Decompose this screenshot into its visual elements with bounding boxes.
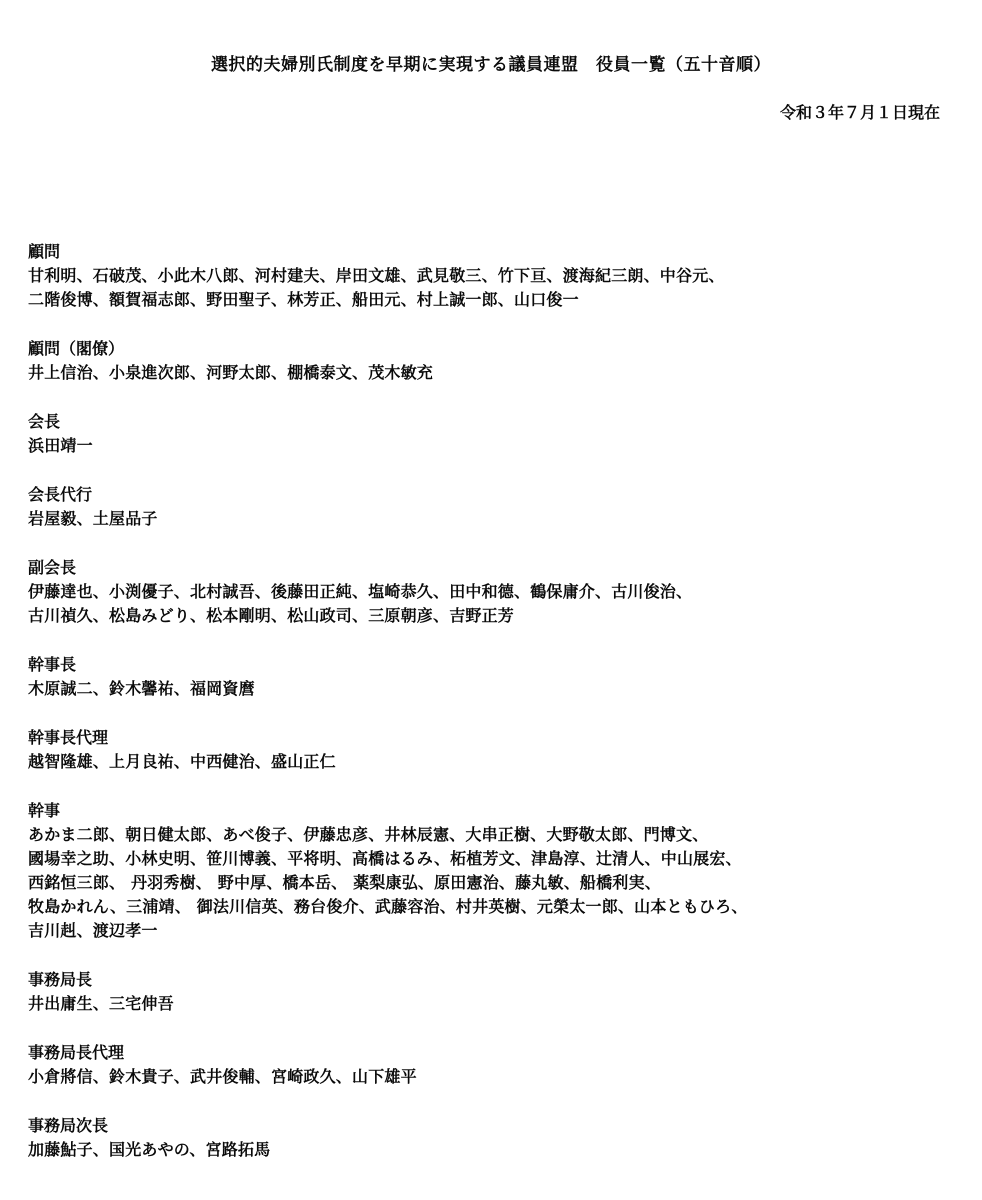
member-names-line: 井出庸生、三宅伸吾 [28, 994, 174, 1013]
officer-section [28, 337, 958, 385]
member-names-line: あかま二郎、朝日健太郎、あべ俊子、伊藤忠彦、井林辰憲、大串正樹、大野敬太郎、門博文、 [28, 825, 709, 844]
section-label: 顧問（閣僚） [28, 339, 125, 358]
document-title: 選択的夫婦別氏制度を早期に実現する議員連盟 役員一覧（五十音順） [211, 55, 771, 75]
officer-section [28, 1041, 958, 1089]
member-names-line: 古川禎久、松島みどり、松本剛明、松山政司、三原朝彦、吉野正芳 [28, 606, 515, 625]
officer-section [28, 483, 958, 531]
officer-section [28, 968, 958, 1016]
member-names-line: 井上信治、小泉進次郎、河野太郎、棚橋泰文、茂木敏充 [28, 363, 434, 382]
member-names-line: 甘利明、石破茂、小此木八郎、河村建夫、岸田文雄、武見敬三、竹下亘、渡海紀三朗、中谷元、 [28, 266, 725, 285]
officer-section [28, 556, 958, 628]
officer-section [28, 726, 958, 774]
officer-section [28, 653, 958, 701]
document-date: 令和３年７月１日現在 [779, 103, 940, 122]
member-names-line: 越智隆雄、上月良祐、中西健治、盛山正仁 [28, 752, 336, 771]
member-names-line: 加藤鮎子、国光あやの、宮路拓馬 [28, 1140, 271, 1159]
section-label: 会長 [28, 412, 61, 431]
member-names-line: 國場幸之助、小林史明、笹川博義、平将明、高橋はるみ、柘植芳文、津島淳、辻清人、中山展宏、 [28, 849, 742, 868]
section-label: 顧問 [28, 242, 61, 261]
officer-list [28, 240, 958, 1187]
section-label: 会長代行 [28, 485, 93, 504]
member-names-line: 木原誠二、鈴木馨祐、福岡資麿 [28, 679, 255, 698]
member-names-line: 西銘恒三郎、 丹羽秀樹、 野中厚、橋本岳、 薬梨康弘、原田憲治、藤丸敏、船橋利実、 [28, 873, 661, 892]
member-names-line: 小倉將信、鈴木貴子、武井俊輔、宮崎政久、山下雄平 [28, 1067, 417, 1086]
officer-section [28, 240, 958, 312]
officer-section [28, 410, 958, 458]
officer-section [28, 1114, 958, 1162]
section-label: 事務局長 [28, 970, 93, 989]
member-names-line: 吉川赳、渡辺孝一 [28, 921, 158, 940]
section-label: 幹事長 [28, 655, 77, 674]
section-label: 事務局次長 [28, 1116, 109, 1135]
section-label: 副会長 [28, 558, 77, 577]
section-label: 事務局長代理 [28, 1043, 125, 1062]
member-names-line: 岩屋毅、土屋品子 [28, 509, 158, 528]
member-names-line: 伊藤達也、小渕優子、北村誠吾、後藤田正純、塩崎恭久、田中和德、鶴保庸介、古川俊治、 [28, 582, 693, 601]
officer-section [28, 799, 958, 943]
section-label: 幹事 [28, 801, 61, 820]
member-names-line: 浜田靖一 [28, 436, 93, 455]
section-label: 幹事長代理 [28, 728, 109, 747]
member-names-line: 牧島かれん、三浦靖、 御法川信英、務台俊介、武藤容治、村井英樹、元榮太一郎、山本ともひろ、 [28, 897, 748, 916]
member-names-line: 二階俊博、額賀福志郎、野田聖子、林芳正、船田元、村上誠一郎、山口俊一 [28, 290, 579, 309]
